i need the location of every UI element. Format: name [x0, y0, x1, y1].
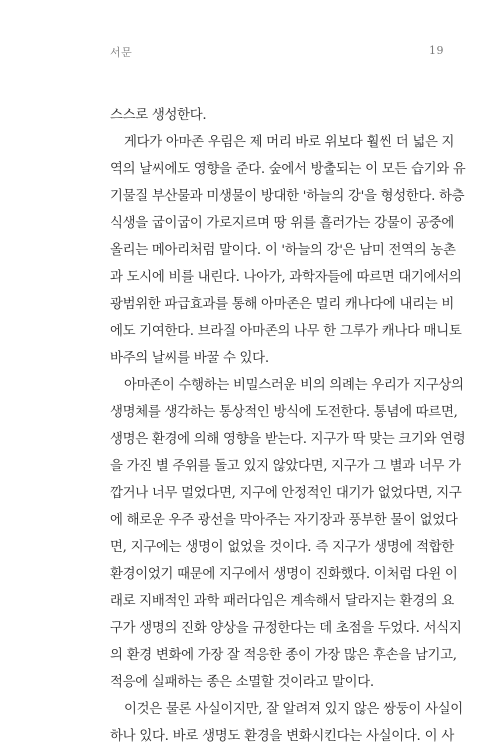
text-line: 깝거나 너무 멀었다면, 지구에 안정적인 대기가 없었다면, 지구 — [110, 486, 462, 501]
text-line: 이것은 물론 사실이지만, 잘 알려져 있지 않은 쌍둥이 사실이 — [124, 702, 463, 717]
text-line: 기물질 부산물과 미생물이 방대한 '하늘의 강'을 형성한다. 하층 — [110, 189, 465, 204]
text-line: 과 도시에 비를 내린다. 나아가, 과학자들에 따르면 대기에서의 — [110, 270, 462, 285]
text-line: 에도 기여한다. 브라질 아마존의 나무 한 그루가 캐나다 매니토 — [110, 324, 462, 339]
text-line: 의 환경 변화에 가장 잘 적응한 종이 가장 많은 후손을 남기고, — [110, 648, 457, 663]
text-line: 을 가진 별 주위를 돌고 있지 않았다면, 지구가 그 별과 너무 가 — [110, 459, 461, 474]
text-line: 게다가 아마존 우림은 제 머리 바로 위보다 훨씬 더 넓은 지 — [124, 135, 455, 150]
text-line: 바주의 날씨를 바꿀 수 있다. — [110, 351, 269, 366]
body-text — [110, 102, 466, 750]
text-line: 생명체를 생각하는 통상적인 방식에 도전한다. 통념에 따르면, — [110, 405, 458, 420]
text-line: 구가 생명의 진화 양상을 규정한다는 데 초점을 두었다. 서식지 — [110, 621, 462, 636]
text-line: 광범위한 파급효과를 통해 아마존은 멀리 캐나다에 내리는 비 — [110, 297, 454, 312]
text-line: 올리는 메아리처럼 말이다. 이 '하늘의 강'은 남미 전역의 농촌 — [110, 243, 456, 258]
text-line: 아마존이 수행하는 비밀스러운 비의 의례는 우리가 지구상의 — [124, 378, 464, 393]
text-line: 면, 지구에는 생명이 없었을 것이다. 즉 지구가 생명에 적합한 — [110, 540, 454, 555]
text-line: 적응에 실패하는 종은 소멸할 것이라고 말이다. — [110, 675, 374, 690]
text-line: 에 해로운 우주 광선을 막아주는 자기장과 풍부한 물이 없었다 — [110, 513, 458, 528]
page-number: 19 — [429, 44, 444, 57]
text-line: 스스로 생성한다. — [110, 108, 207, 123]
text-line: 역의 날씨에도 영향을 준다. 숲에서 방출되는 이 모든 습기와 유 — [110, 162, 466, 177]
text-line: 생명은 환경에 의해 영향을 받는다. 지구가 딱 맞는 크기와 연령 — [110, 432, 466, 447]
text-line: 래로 지배적인 과학 패러다임은 계속해서 달라지는 환경의 요 — [110, 594, 454, 609]
text-line: 환경이었기 때문에 지구에서 생명이 진화했다. 이처럼 다윈 이 — [110, 567, 458, 582]
running-head-section-title: 서문 — [110, 46, 133, 59]
text-line: 식생을 굽이굽이 가로지르며 땅 위를 흘러가는 강물이 공중에 — [110, 216, 454, 231]
text-line: 하나 있다. 바로 생명도 환경을 변화시킨다는 사실이다. 이 사 — [110, 729, 454, 744]
